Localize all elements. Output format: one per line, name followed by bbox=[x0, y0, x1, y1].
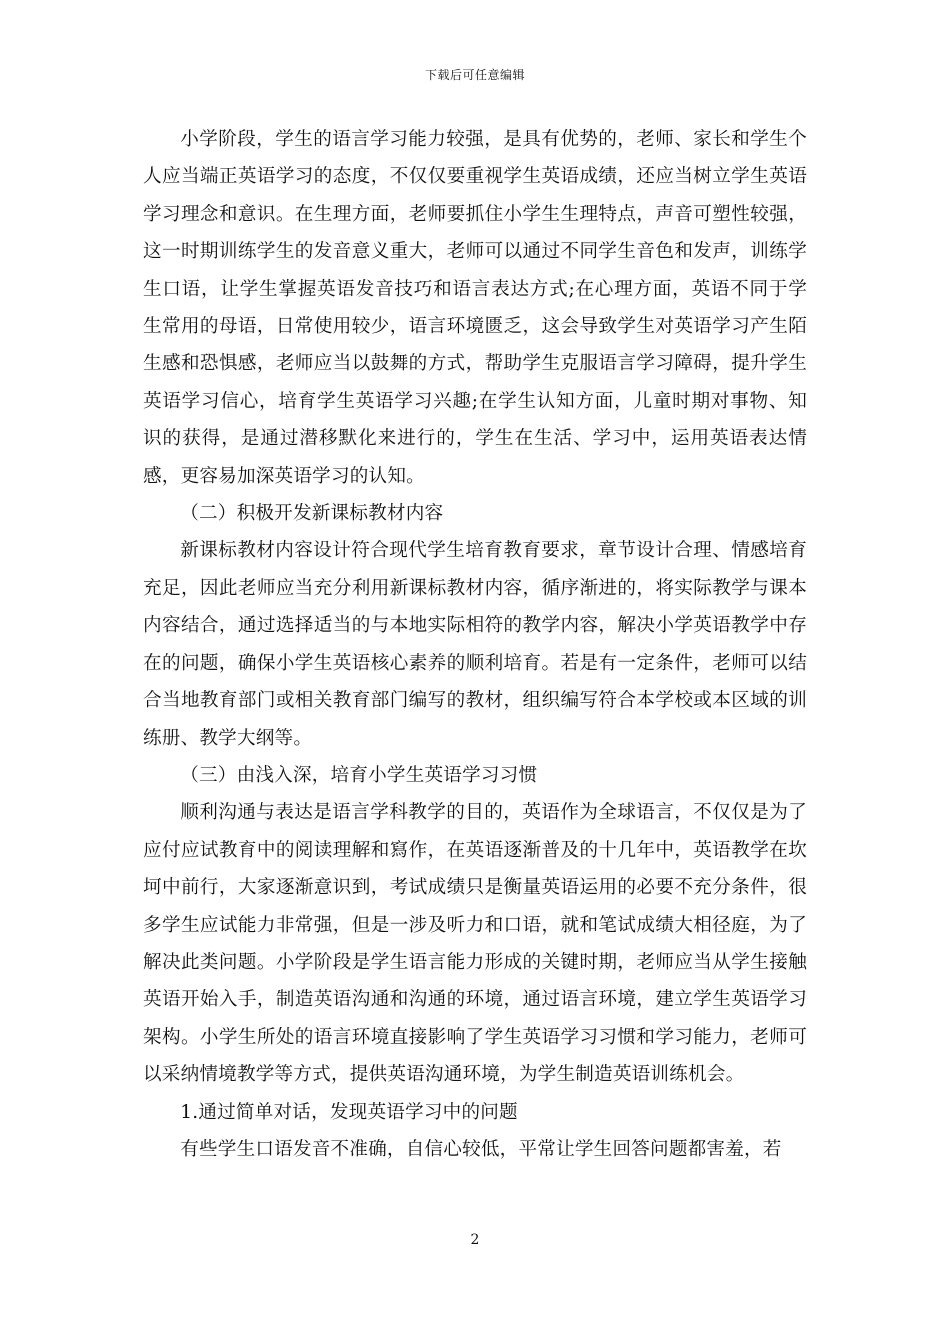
subsection-heading: 1.通过简单对话，发现英语学习中的问题 bbox=[180, 1101, 518, 1123]
section-heading: （三）由浅入深，培育小学生英语学习习惯 bbox=[180, 764, 538, 786]
body-paragraph: 有些学生口语发音不准确，自信心较低，平常让学生回答问题都害羞，若 bbox=[180, 1138, 782, 1160]
document-body bbox=[143, 121, 807, 1168]
section-heading: （二）积极开发新课标教材内容 bbox=[180, 503, 444, 525]
page-number: 2 bbox=[470, 1232, 480, 1248]
body-paragraph: 新课标教材内容设计符合现代学生培育教育要求，章节设计合理、情感培育充足，因此老师应当充分利用新课标教材内容，循序渐进的，将实际教学与课本内容结合，通过选择适当的与本地实际相符的教学内容，解决小学英语教学中存在的问题，确保小学生英语核心素养的顺利培育。若是有一定条件，老师可以结合当地教育部门或相关教育部门编写的教材，组织编写符合本学校或本区域的训练册、教学大纲等。 bbox=[143, 540, 807, 749]
page-header: 下载后可任意编辑 bbox=[424, 68, 525, 82]
body-paragraph: 顺利沟通与表达是语言学科教学的目的，英语作为全球语言，不仅仅是为了应付应试教育中的阅读理解和寫作，在英语逐渐普及的十几年中，英语教学在坎坷中前行，大家逐渐意识到，考试成绩只是衡量英语运用的必要不充分条件，很多学生应试能力非常强，但是一涉及听力和口语，就和笔试成绩大相径庭，为了解决此类问题。小学阶段是学生语言能力形成的关键时期，老师应当从学生接触英语开始入手，制造英语沟通和沟通的环境，通过语言环境，建立学生英语学习架构。小学生所处的语言环境直接影响了学生英语学习习惯和学习能力，老师可以采纳情境教学等方式，提供英语沟通环境，为学生制造英语训练机会。 bbox=[143, 802, 807, 1086]
body-paragraph: 小学阶段，学生的语言学习能力较强，是具有优势的，老师、家长和学生个人应当端正英语学习的态度，不仅仅要重视学生英语成绩，还应当树立学生英语学习理念和意识。在生理方面，老师要抓住小学生生理特点，声音可塑性较强，这一时期训练学生的发音意义重大，老师可以通过不同学生音色和发声，训练学生口语，让学生掌握英语发音技巧和语言表达方式;在心理方面，英语不同于学生常用的母语，日常使用较少，语言环境匮乏，这会导致学生对英语学习产生陌生感和恐惧感，老师应当以鼓舞的方式，帮助学生克服语言学习障碍，提升学生英语学习信心，培育学生英语学习兴趣;在学生认知方面，儿童时期对事物、知识的获得，是通过潜移默化来进行的，学生在生活、学习中，运用英语表达情感，更容易加深英语学习的认知。 bbox=[143, 129, 807, 487]
